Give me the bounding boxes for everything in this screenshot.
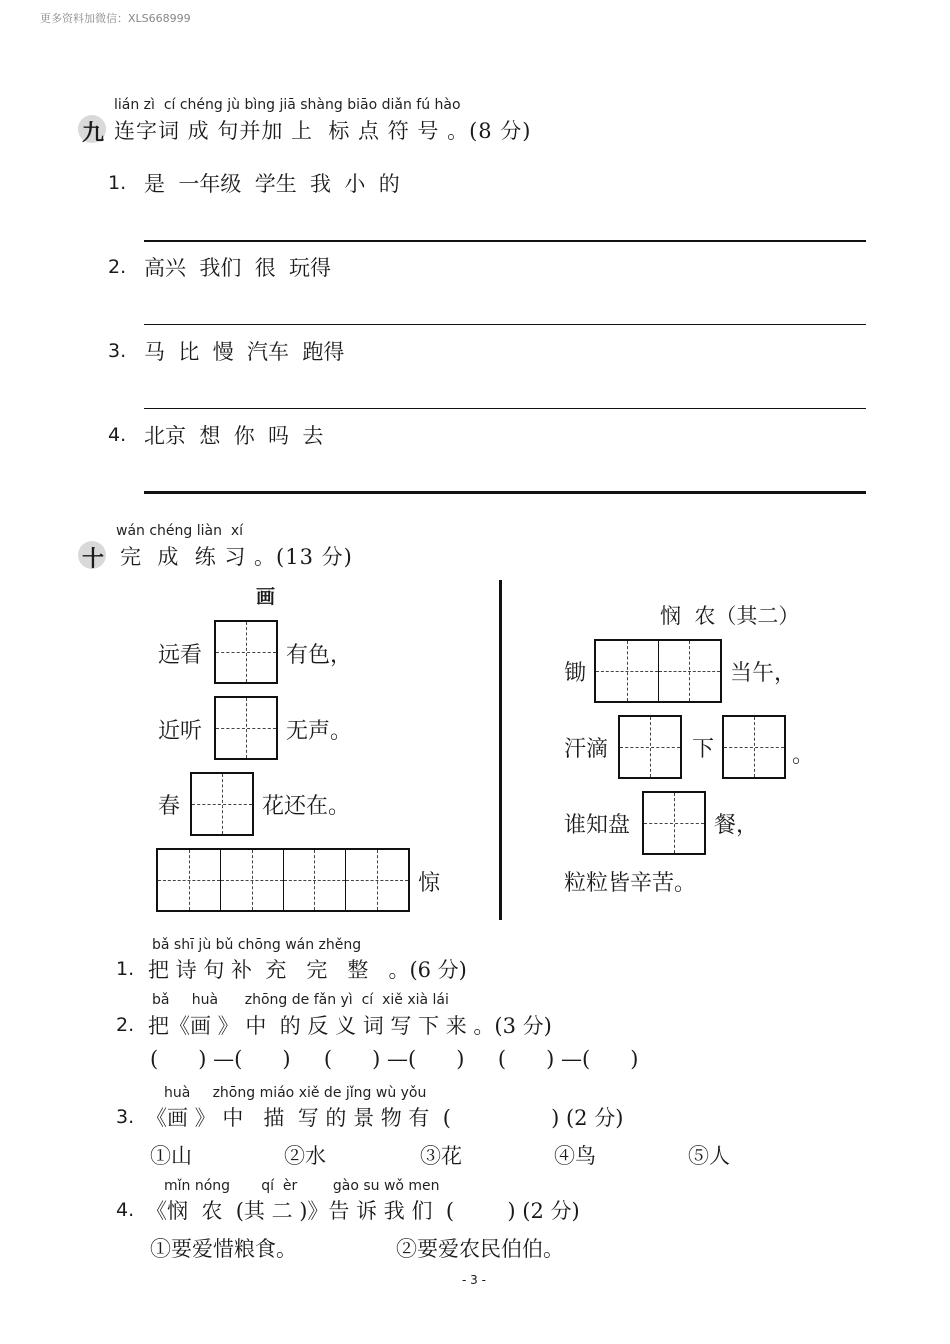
answer-line[interactable] [144,408,866,409]
writing-box-row[interactable] [156,848,410,912]
question4-pinyin: mǐn nóng qí èr gào su wǒ men [164,1178,440,1194]
poem1-line1-post: 有色， [286,643,353,668]
column-divider [499,580,502,920]
question3-pinyin: huà zhōng miáo xiě de jǐng wù yǒu [164,1085,427,1101]
question2-pinyin: bǎ huà zhōng de fǎn yì cí xiě xià lái [152,992,449,1008]
item-number: 2. [108,256,127,278]
writing-box[interactable] [642,791,706,855]
writing-box[interactable] [722,715,786,779]
item-words: 高兴 我们 很 玩得 [144,256,332,280]
question3-number: 3. [116,1106,135,1128]
poem1-line3-post: 花还在。 [262,794,351,819]
option[interactable]: ②要爱农民伯伯。 [396,1237,564,1261]
poem2-line3-post: 餐， [714,813,759,838]
writing-box[interactable] [618,715,682,779]
poem1-line3-pre: 春 [158,794,181,819]
poem2-line4: 粒粒皆辛苦。 [564,871,697,896]
answer-line[interactable] [144,324,866,325]
item-number: 1. [108,172,127,194]
section10-number: 十 [82,547,105,572]
option[interactable]: ③花 [420,1144,462,1168]
poem2-line1-post: 当午， [730,661,797,686]
section9-number: 九 [82,121,105,146]
writing-box-row[interactable] [594,639,722,703]
writing-box[interactable] [214,620,278,684]
poem1-line2-pre: 近听 [158,719,203,744]
poem2-line2-mid: 下 [692,737,715,762]
item-number: 3. [108,340,127,362]
section9-pinyin: lián zì cí chéng jù bìng jiā shàng biāo diǎn fú hào [114,97,461,113]
answer-line[interactable] [144,240,866,242]
poem2-line3-pre: 谁知盘 [564,813,631,838]
poem1-title: 画 [256,586,276,608]
question2-number: 2. [116,1014,135,1036]
option[interactable]: ②水 [284,1144,326,1168]
question4-number: 4. [116,1199,135,1221]
poem1-line4-post: 惊 [418,871,441,896]
answer-line[interactable] [144,491,866,494]
section10-pinyin: wán chéng liàn xí [116,523,244,539]
poem2-line1-pre: 锄 [564,661,587,686]
question1-number: 1. [116,958,135,980]
writing-box[interactable] [190,772,254,836]
writing-box[interactable] [214,696,278,760]
question3-text: 《画 》 中 描 写 的 景 物 有 ( ) (2 分) [146,1106,624,1130]
section9-title: 连字词 成 句并加 上 标 点 符 号 。(8 分) [114,119,532,143]
question2-text: 把《画 》 中 的 反 义 词 写 下 来 。(3 分) [148,1014,552,1038]
option[interactable]: ①山 [150,1144,192,1168]
item-words: 马 比 慢 汽车 跑得 [144,340,345,364]
question1-pinyin: bǎ shī jù bǔ chōng wán zhěng [152,937,362,953]
question1-text: 把 诗 句 补 充 完 整 。(6 分) [148,958,467,982]
poem2-title: 悯 农（其二） [660,604,800,628]
page-number: - 3 - [462,1273,486,1287]
option[interactable]: ⑤人 [688,1144,730,1168]
poem2-line2-post: 。 [792,743,815,768]
question4-text: 《悯 农 (其 二 )》告 诉 我 们 ( ) (2 分) [146,1199,580,1223]
poem1-line1-pre: 远看 [158,643,203,668]
item-number: 4. [108,424,127,446]
question2-answer-blanks[interactable]: ( ) —( ) ( ) —( ) ( ) —( ) [150,1047,639,1071]
option[interactable]: ④鸟 [554,1144,596,1168]
option[interactable]: ①要爱惜粮食。 [150,1237,297,1261]
section10-title: 完 成 练 习 。(13 分) [120,545,353,569]
poem1-line2-post: 无声。 [286,719,353,744]
item-words: 北京 想 你 吗 去 [144,424,324,448]
poem2-line2-pre: 汗滴 [564,737,609,762]
item-words: 是 一年级 学生 我 小 的 [144,172,400,196]
watermark: 更多资料加微信：XLS668999 [40,12,191,25]
